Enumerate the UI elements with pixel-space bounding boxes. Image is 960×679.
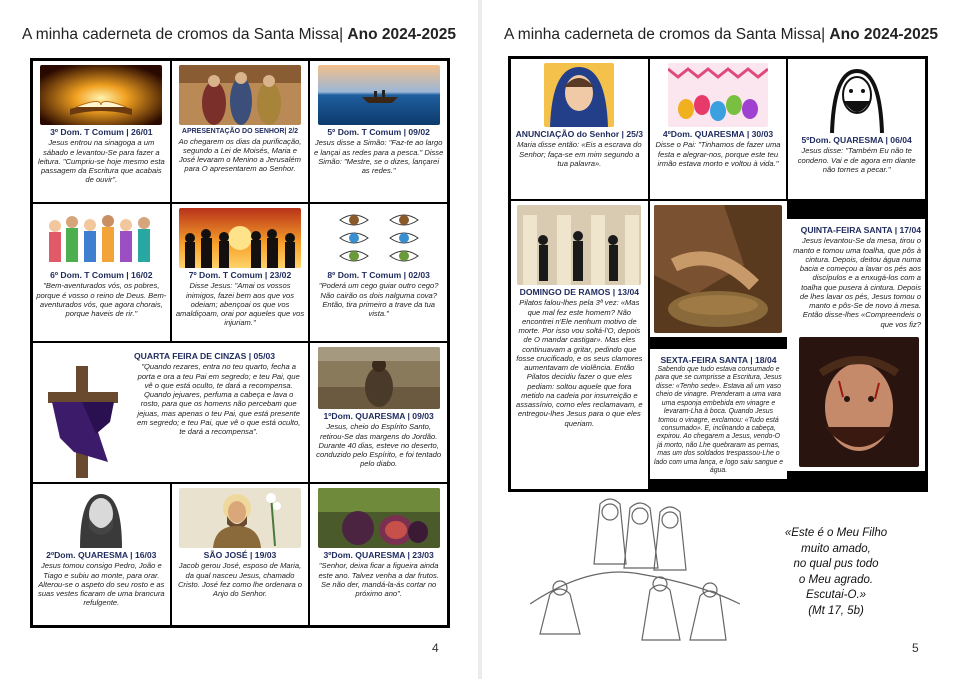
card-5-dom-quaresma xyxy=(788,59,925,199)
card-text: Jesus levantou-Se da mesa, tirou o manto e tomou uma toalha, que pôs à cintura. Depois, deitou água numa bacia e começou a lavar os pés aos discípulos e a enxugá-los com a toalha que pusera à cintura. Depois de lhes lavar os pés, Jesus tomou o manto e pôs-Se de novo à mesa. Então disse-lhes «Compreendeis o que vos fiz? xyxy=(793,236,921,329)
card-quarta-feira-cinzas xyxy=(33,343,308,482)
card-title: APRESENTAÇÃO DO SENHOR| 2/2 xyxy=(181,128,299,135)
card-6-dom-t-comum xyxy=(33,204,170,341)
temple-presentation-image xyxy=(179,65,301,125)
scripture-quote xyxy=(774,526,898,619)
card-title: 1ºDom. QUARESMA | 09/03 xyxy=(323,411,434,421)
sunset-silhouettes-image xyxy=(179,208,301,268)
card-title: 5ºDom. QUARESMA | 06/04 xyxy=(801,135,912,145)
transfiguration-sketch-image xyxy=(530,494,740,644)
card-title: SÃO JOSÉ | 19/03 xyxy=(203,550,277,560)
card-8-dom-t-comum xyxy=(310,204,447,341)
card-title: 8º Dom. T Comum | 02/03 xyxy=(327,270,430,280)
title-text: A minha caderneta de cromos da Santa Missa| xyxy=(22,26,344,43)
sexta-feira-santa-cell xyxy=(650,347,788,480)
sticker-grid xyxy=(30,58,450,628)
card-anunciacao xyxy=(511,59,648,199)
card-text: Jesus, cheio do Espírito Santo, retirou-Se das margens do Jordão. Durante 40 dias, esteve no deserto, conduzido pelo Espírito, e foi tentado pelo diabo. xyxy=(316,422,442,469)
title-year: Ano 2024-2025 xyxy=(829,26,938,43)
card-text: Jesus tomou consigo Pedro, João e Tiago e subiu ao monte, para orar. Alterou-se o aspeto do seu rosto e as suas vestes ficaram de uma brancura refulgente. xyxy=(38,561,165,608)
figs-image xyxy=(318,488,440,548)
card-2-dom-quaresma xyxy=(33,484,170,625)
card-title: 7º Dom. T Comum | 23/02 xyxy=(188,270,292,280)
title-year: Ano 2024-2025 xyxy=(347,26,456,43)
card-text: Jesus disse a Simão: "Faz-te ao largo e lançai as redes para a pesca." Disse Simão: "Mestre, se o dizes, lançarei as redes." xyxy=(314,138,444,176)
holy-week-block xyxy=(650,201,925,489)
card-text: Jesus disse: "Também Eu não te condeno. Vai e de agora em diante não tornes a pecar." xyxy=(797,146,916,174)
page-number: 5 xyxy=(912,641,919,655)
quote-line: muito amado, xyxy=(801,542,871,555)
card-title: 4ºDom. QUARESMA | 30/03 xyxy=(662,129,774,139)
card-text: "Senhor, deixa ficar a figueira ainda este ano. Talvez venha a dar frutos. Se não der, mandá-la-ás cortar no próximo ano". xyxy=(318,561,439,599)
card-text: Sabendo que tudo estava consumado e para que se cumprisse a Escritura, Jesus disse: «Tenho sede». Estava ali um vaso cheio de vinagre. Prenderam a uma vara uma esponja embebida em vinagre e levaram-Lha à boca. Quando Jesus tomou o vinagre, exclamou: «Tudo está consumado». E, inclinando a cabeça, expirou. Ao chegarem a Jesus, vendo-O já morto, não Lhe quebraram as pernas, mas um dos soldados trespassou-Lhe o lado com uma lança, e logo saiu sangue e água. xyxy=(653,365,784,475)
card-3-dom-t-comum xyxy=(33,61,170,202)
card-title: SEXTA-FEIRA SANTA | 18/04 xyxy=(660,354,777,365)
jesus-portrait-image xyxy=(40,488,162,548)
page-title xyxy=(0,26,478,44)
quote-line: Escutai-O.» xyxy=(805,589,867,602)
card-3-dom-quaresma xyxy=(310,484,447,625)
card-text: Ao chegarem os dias da purificação, segundo a Lei de Moisés, Maria e José levaram o Menino a Jerusalém para O apresentarem ao Senhor. xyxy=(178,136,302,174)
card-text: Disse Jesus: "Amai os vossos inimigos, fazei bem aos que vos odeiam; abençoai os que vos amaldiçoam, orai por aqueles que vos injuriam." xyxy=(175,281,305,328)
card-7-dom-t-comum xyxy=(172,204,309,341)
card-apresentacao xyxy=(172,61,309,202)
card-title: 6º Dom. T Comum | 16/02 xyxy=(50,270,153,280)
quinta-feira-santa-cell xyxy=(787,219,925,471)
card-sao-jose xyxy=(172,484,309,625)
card-title: 5º Dom. T Comum | 09/02 xyxy=(327,127,430,137)
boat-at-sea-image xyxy=(318,65,440,125)
card-title: QUINTA-FEIRA SANTA | 17/04 xyxy=(800,225,921,236)
card-text: Disse o Pai: "Tinhamos de fazer uma festa e alegrar-nos, porque este teu irmão estava morto e voltou à vida." xyxy=(655,140,781,168)
pilate-silhouettes-image xyxy=(517,205,641,285)
sticker-grid xyxy=(508,56,928,492)
page-title xyxy=(482,26,960,44)
card-1-dom-quaresma xyxy=(310,343,447,482)
card-domingo-de-ramos xyxy=(511,201,648,489)
card-5-dom-t-comum xyxy=(310,61,447,202)
crowd-cartoon-image xyxy=(40,208,162,268)
card-text: Maria disse então: «Eis a escrava do Senhor; faça-se em mim segundo a tua palavra». xyxy=(517,140,642,168)
card-title: 2ºDom. QUARESMA | 16/03 xyxy=(46,550,157,560)
card-4-dom-quaresma xyxy=(650,59,787,199)
jesus-desert-image xyxy=(318,347,440,409)
foot-washing-image xyxy=(654,205,782,333)
card-title: 3º Dom. T Comum | 26/01 xyxy=(50,127,153,137)
card-text: Jacob gerou José, esposo de Maria, da qual nasceu Jesus, chamado Cristo. José fez como lhe ordenara o Anjo do Senhor. xyxy=(177,561,303,599)
card-text: "Bem-aventurados vós, os pobres, porque é vosso o reino de Deus. Bem-aventurados vós, que agora chorais, porque haveis de rir." xyxy=(36,281,167,319)
card-text: Jesus entrou na sinagoga a um sábado e levantou-Se para fazer a leitura. "Cumpriu-se hoje mesmo esta passagem da Escritura que acabais de ouvir". xyxy=(37,138,165,185)
glowing-bible-image xyxy=(40,65,162,125)
cross-purple-cloth-image xyxy=(38,362,128,482)
title-text: A minha caderneta de cromos da Santa Missa| xyxy=(504,26,826,43)
eyes-image xyxy=(318,208,440,268)
saint-joseph-image xyxy=(179,488,301,548)
card-title: 3ºDom. QUARESMA | 23/03 xyxy=(323,550,434,560)
card-text: "Poderá um cego guiar outro cego? Não cairão os dois nalguma cova? Então, tira primeiro a trave da tua vista." xyxy=(318,281,439,319)
card-text: "Quando rezares, entra no teu quarto, fecha a porta e ora a teu Pai em segredo; e teu Pai, que vê o que está oculto, te dará a recompensa. Quando jejuares, perfuma a cabeça e lava o rosto, para que os homens não percebam que jejuas, mas apenas o teu Pai, que está presente em segredo; e teu Pai, que vê o que está oculto, te dará a recompensa". xyxy=(136,362,301,437)
mary-portrait-image xyxy=(544,63,614,127)
quote-line: o Meu agrado. xyxy=(798,573,874,586)
crown-of-thorns-image xyxy=(799,337,919,467)
jesus-lineart-image xyxy=(822,63,892,133)
balloons-party-image xyxy=(668,63,768,127)
card-text: Pilatos falou-lhes pela 3ª vez: «Mas que mal fez este homem? Não encontrei n'Ele nenhum motivo de morte. Por isso vou soltá-l'O, depois de O mandar castigar». Mas eles continuavam a gritar, pedindo que fosse crucificado, e os seus clamores aumentavam de violência. Então Pilatos decidiu fazer o que eles pediam: soltou aquele que fora metido na cadeia por insurreição e assassínio, como eles reclamavam, e entregou-lhes Jesus para o que eles queriam. xyxy=(516,298,643,428)
page-number: 4 xyxy=(432,641,439,655)
card-title: QUARTA FEIRA DE CINZAS | 05/03 xyxy=(134,351,276,361)
quote-line: no qual pus todo xyxy=(793,558,879,571)
right-page xyxy=(482,0,960,679)
quote-reference: (Mt 17, 5b) xyxy=(808,604,864,617)
foot-washing-cell xyxy=(650,201,788,337)
quote-line: «Este é o Meu Filho xyxy=(784,527,888,539)
card-title: DOMINGO DE RAMOS | 13/04 xyxy=(519,287,640,297)
left-page xyxy=(0,0,478,679)
card-title: ANUNCIAÇÃO do Senhor | 25/3 xyxy=(515,129,644,139)
